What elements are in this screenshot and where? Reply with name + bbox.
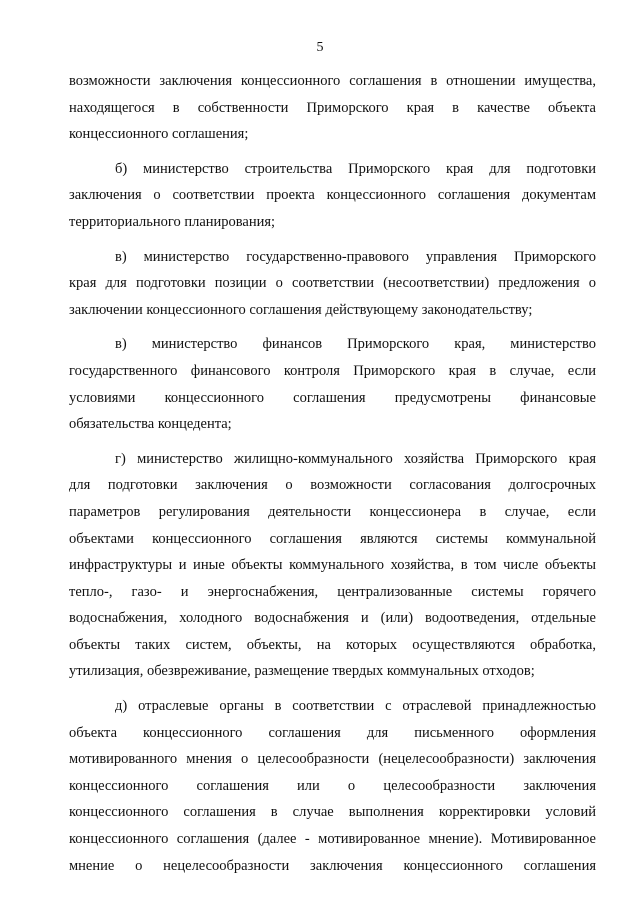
text-line: заключения о соответствии проекта концессионного соглашения документам — [69, 187, 596, 204]
paragraph-gap — [69, 323, 596, 331]
text-line: концессионного соглашения (далее - мотивированное мнение). Мотивированное — [69, 831, 596, 848]
text-line: находящегося в собственности Приморского края в качестве объекта — [69, 99, 596, 116]
paragraph — [69, 244, 596, 324]
page-number: 5 — [316, 40, 324, 55]
text-line: края для подготовки позиции о соответствии (несоответствии) предложения о — [69, 275, 596, 292]
paragraph — [69, 68, 596, 148]
text-line: водоснабжения, холодного водоснабжения и (или) водоотведения, отдельные — [69, 610, 596, 627]
paragraph-gap — [69, 438, 596, 446]
text-line: концессионного соглашения в случае выполнения корректировки условий — [69, 804, 596, 821]
paragraph-gap — [69, 236, 596, 244]
text-line: в) министерство финансов Приморского края, министерство — [115, 336, 596, 353]
text-line: тепло-, газо- и энергоснабжения, централизованные системы горячего — [69, 583, 596, 600]
text-line: концессионного соглашения; — [69, 126, 249, 143]
text-line: б) министерство строительства Приморского края для подготовки — [115, 160, 596, 177]
paragraph-gap — [69, 148, 596, 156]
text-line: параметров регулирования деятельности концессионера в случае, если — [69, 503, 596, 520]
text-line: объекты таких систем, объекты, на которых осуществляются обработка, — [69, 636, 596, 653]
paragraph — [69, 156, 596, 236]
text-line: обязательства концедента; — [69, 416, 232, 433]
text-line: государственного финансового контроля Приморского края в случае, если — [69, 362, 596, 379]
text-line: возможности заключения концессионного соглашения в отношении имущества, — [69, 73, 596, 89]
text-line: для подготовки заключения о возможности согласования долгосрочных — [69, 477, 596, 494]
text-line: инфраструктуры и иные объекты коммунального хозяйства, в том числе объекты — [69, 557, 596, 574]
text-line: мотивированного мнения о целесообразности (нецелесообразности) заключения — [69, 751, 596, 768]
paragraph — [69, 446, 596, 685]
text-line: г) министерство жилищно-коммунального хозяйства Приморского края — [115, 450, 596, 467]
text-line: территориального планирования; — [69, 213, 276, 230]
document-body — [69, 68, 596, 879]
text-line: мнение о нецелесообразности заключения концессионного соглашения — [69, 857, 596, 874]
text-line: утилизация, обезвреживание, размещение твердых коммунальных отходов; — [69, 663, 535, 680]
text-line: условиями концессионного соглашения предусмотрены финансовые — [69, 389, 596, 406]
text-line: в) министерство государственно-правового управления Приморского — [115, 248, 596, 265]
text-line: д) отраслевые органы в соответствии с отраслевой принадлежностью — [115, 698, 596, 715]
text-line: заключении концессионного соглашения действующему законодательству; — [69, 301, 533, 318]
text-line: объекта концессионного соглашения для письменного оформления — [69, 724, 596, 741]
paragraph — [69, 693, 596, 879]
text-line: концессионного соглашения или о целесообразности заключения — [69, 777, 596, 794]
paragraph — [69, 331, 596, 437]
text-line: объектами концессионного соглашения являются системы коммунальной — [69, 530, 596, 547]
paragraph-gap — [69, 685, 596, 693]
